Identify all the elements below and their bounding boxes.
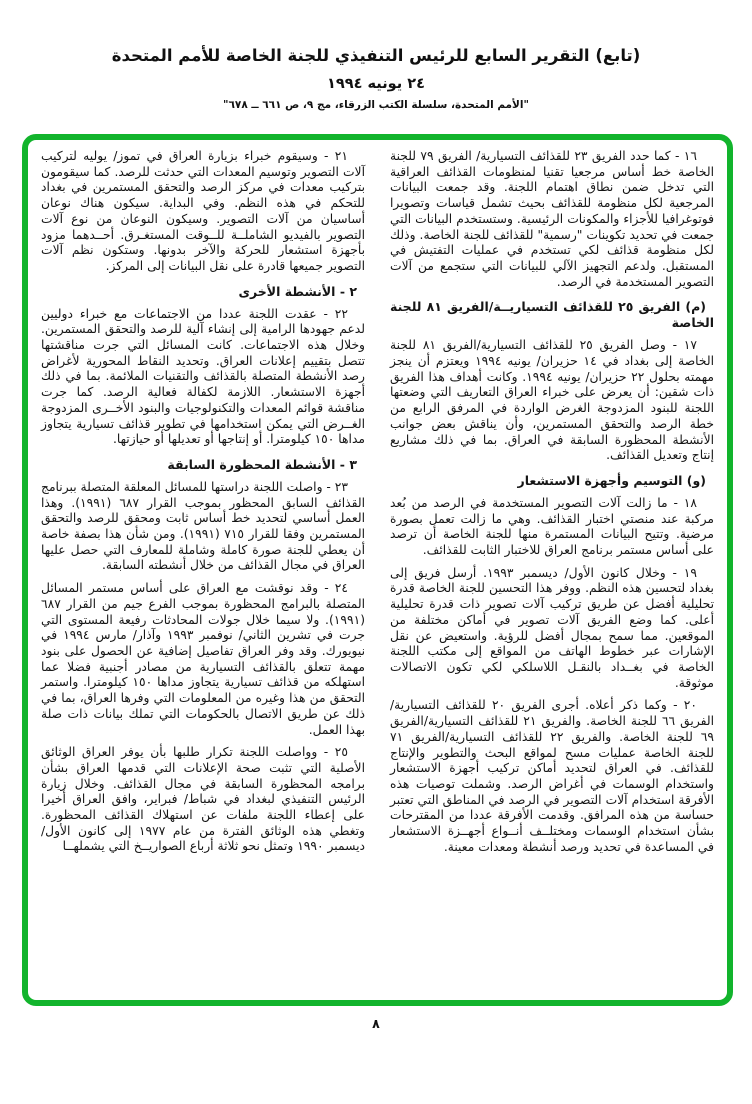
paragraph-22: ٢٢ - عقدت اللجنة عددا من الاجتماعات مع خبراء دوليين لدعم جهودها الرامية إلى إنشاء آلية للرصد والتحقق المستمرين. وخلال هذه الاجتماعات. كانت المسائل التي جرت مناقشتها تتصل بتقييم إعلانات العراق. وتحديد النقاط المحورية لأغراض رصد الأنشطة المتصلة بالقذائف والتقنيات الملائمة. بما في ذلك أجهزة الاستشعار. اللازمة لكفالة فعالية الرصد. كما جرت مناقشة قوائم المعدات والتكنولوجيات والبنود الأخــرى المزدوجة الغــرض التي يمكن استخدامها في تطوير قذائف تسيارية يتجاوز مداها ١٥٠ كيلومترا. أو إنتاجها أو تعديلها أو حيازتها.	[41, 306, 365, 447]
paragraph-21: ٢١ - وسيقوم خبراء بزيارة العراق في تموز/ يوليه لتركيب آلات التصوير وتوسيم المعدات التي حدثت للرصد. كما سيقومون بتركيب معدات في مركز الرصد والتحقق المستمرين في بغداد للتحكم في هذه النظم. وفي البداية. سيكون هناك نوعان أساسيان من آلات التصوير. وسيكون النوعان من نوع آلات التصوير بالفيديو الشاملــة للــوقت المستغـرق. أحــدهما مزود بأجهزة استشعار للحركة والآخر بدونها. وستكون نظم آلات التصوير جميعها قادرة على نقل البيانات إلى المركز.	[41, 149, 365, 273]
column-right	[390, 149, 714, 991]
section-heading-m: (م) الفريق ٢٥ للقذائف التسياريــة/الفريق ٨١ للجنة الخاصة	[390, 299, 714, 331]
column-left	[41, 149, 365, 991]
paragraph-16: ١٦ - كما حدد الفريق ٢٣ للقذائف التسيارية/ الفريق ٧٩ للجنة الخاصة خط أساس مرجعيا تقنيا لمنظومات القذائف العراقية التي تدخل ضمن نطاق اهتمام اللجنة. وقد جمعت البيانات المرجعية لكل منظومة للقذائف بحيث تشمل قياسات وتصويرا فوتوغرافيا للأجزاء والمكونات الرئيسية. وستستخدم البيانات التي جمعت في تحديد تكوينات "رسمية" للقذائف للجنة الخاصة. وذلك لكل منظومة قذائف لكي تستخدم في عمليات التفتيش في المستقبل. ولدعم التجهيز الآلي للبيانات التي ستجمع من آلات التصوير المستخدمة في الرصد.	[390, 149, 714, 289]
source-citation: "الأمم المتحدة، سلسلة الكتب الزرقاء، مج ٩، ص ٦٦١ ــ ٦٧٨"	[223, 99, 529, 111]
document-header	[0, 46, 752, 111]
paragraph-23: ٢٣ - واصلت اللجنة دراستها للمسائل المعلقة المتصلة ببرنامج القذائف السابق المحظور بموجب القرار ٦٨٧ (١٩٩١). وهذا العمل أساسي لتحديد خط أساس ثابت ومحقق للرصد والتحقق المستمرين وفقا للقرار ٧١٥ (١٩٩١). ومن شأن هذا بصفة خاصة أن يعطي للجنة صورة كاملة وشاملة للمعارف التي حصل عليها العراق في مجال القذائف من خلال أنشطته السابقة.	[41, 479, 365, 573]
page-number: ٨	[372, 1016, 380, 1031]
page-footer	[0, 1013, 752, 1032]
section-heading-2: ٢ - الأنشطة الأخرى	[238, 283, 357, 299]
section-heading-w: (و) التوسيم وأجهزة الاستشعار	[517, 472, 706, 488]
page-title: (تابع) التقرير السابع للرئيس التنفيذي للجنة الخاصة للأمم المتحدة	[111, 46, 641, 65]
paragraph-24: ٢٤ - وقد نوقشت مع العراق على أساس مستمر المسائل المتصلة بالبرامج المحظورة بموجب الفرع جيم من القرار ٦٨٧ (١٩٩١). ولا سيما خلال جولات المحادثات رفيعة المستوى التي جرت في تشرين الثاني/ نوفمبر ١٩٩٣ وآذار/ مارس ١٩٩٤ في نيويورك. وقد وفر العراق تفاصيل إضافية عن الحصول على بنود مهمة تتعلق بالقذائف التسيارية من مصادر أجنبية فضلا عما استهلكه من قذائف تسيارية يتجاوز مداها ١٥٠ كيلومترا. واستمر التحقق من هذا وغيره من المعلومات التي وفرها العراق، بما في ذلك عن طريق الاتصال بالحكومات التي تملك بيانات ذات صلة بهذا العمل.	[41, 581, 365, 737]
paragraph-18: ١٨ - ما زالت آلات التصوير المستخدمة في الرصد من بُعد مركبة عند منصتي اختبار القذائف. وهي ما زالت تعمل بصورة مرضية. وتتيح البيانات المستمرة منها للجنة الخاصة أن ترصد على أساس مستمر برنامج العراق للاختبار الثابت للقذائف.	[390, 495, 714, 558]
paragraph-20: ٢٠ - وكما ذكر أعلاه. أجرى الفريق ٢٠ للقذائف التسيارية/الفريق ٦٦ للجنة الخاصة. والفريق ٢١ للقذائف التسيارية/الفريق ٦٩ للجنة الخاصة. والفريق ٢٢ للقذائف التسيارية/الفريق ٧١ للجنة الخاصة عمليات مسح لمواقع البحث والتطوير والإنتاج للقذائف. في العراق لتحديد أماكن تركيب أجهزة الاستشعار واستخدام الوسمات في أغراض الرصد. وشملت توصيات هذه الأفرقة استخدام آلات التصوير في الرصد في المناطق التي تعتبر حساسة من هذه المرافق. وقدمت الأفرقة عددا من المقترحات بشأن استخدام الوسمات ومختلــف أنــواع أجهــزة الاستشعار في المساعدة في تحديد ورصد أنشطة ومعدات معينة.	[390, 698, 714, 854]
document-date: ٢٤ يونيه ١٩٩٤	[327, 76, 425, 92]
highlight-box	[22, 134, 733, 1006]
paragraph-25: ٢٥ - وواصلت اللجنة تكرار طلبها بأن يوفر العراق الوثائق الأصلية التي تثبت صحة الإعلانات التي قدمها العراق بشأن برامجه المحظورة السابقة في مجال القذائف. وخلال زيارة الرئيس التنفيذي لبغداد في شباط/ فبراير، وافق العراق أخيرا على إعطاء اللجنة ملفات عن استهلاك القذائف المحظورة. وتغطي هذه الوثائق الفترة من عام ١٩٧٧ إلى كانون الأول/ ديسمبر ١٩٩٠ وتمثل نحو ثلاثة أرباع الصواريــخ التي يشملهــا	[41, 745, 365, 854]
paragraph-19: ١٩ - وخلال كانون الأول/ ديسمبر ١٩٩٣. أرسل فريق إلى بغداد لتحسين هذه النظم. ووفر هذا التحسين للجنة الخاصة قدرة تحليلية أفضل عن طريق تركيب آلات تصوير ذات قدرة تحليلية أعلى. كما وضع الفريق آلات تصوير في أماكن مختلفة من الموقعين. مما سمح بمجال أفضل للرؤية. واستعيض عن نقل الإشارات عبر خطوط الهاتف من المواقع إلى مكتب اللجنة الخاصة في بغــداد بالنقـل اللاسلكي لكي تكون الاتصالات موثوقة.	[390, 565, 714, 690]
section-heading-3: ٣ - الأنشطة المحظورة السابقة	[167, 456, 357, 472]
paragraph-17: ١٧ - وصل الفريق ٢٥ للقذائف التسيارية/الفريق ٨١ للجنة الخاصة إلى بغداد في ١٤ حزيران/ يونيه ١٩٩٤ ويعتزم أن ينجز مهمته بحلول ٢٢ حزيران/ يونيه ١٩٩٤. وكانت أهداف هذا الفريق ذات شقين: أن يعرض على خبراء العراق التعاريف التي وضعتها اللجنة للبنود المزدوجة الغرض الواردة في المرفق الرابع من خطة الرصد والتحقق المستمرين، وأن يناقش بعض جوانب الأنشطة المحظورة السابقة في العراق. بما في ذلك مشاريع إنتاج وتعديل القذائف.	[390, 338, 715, 463]
